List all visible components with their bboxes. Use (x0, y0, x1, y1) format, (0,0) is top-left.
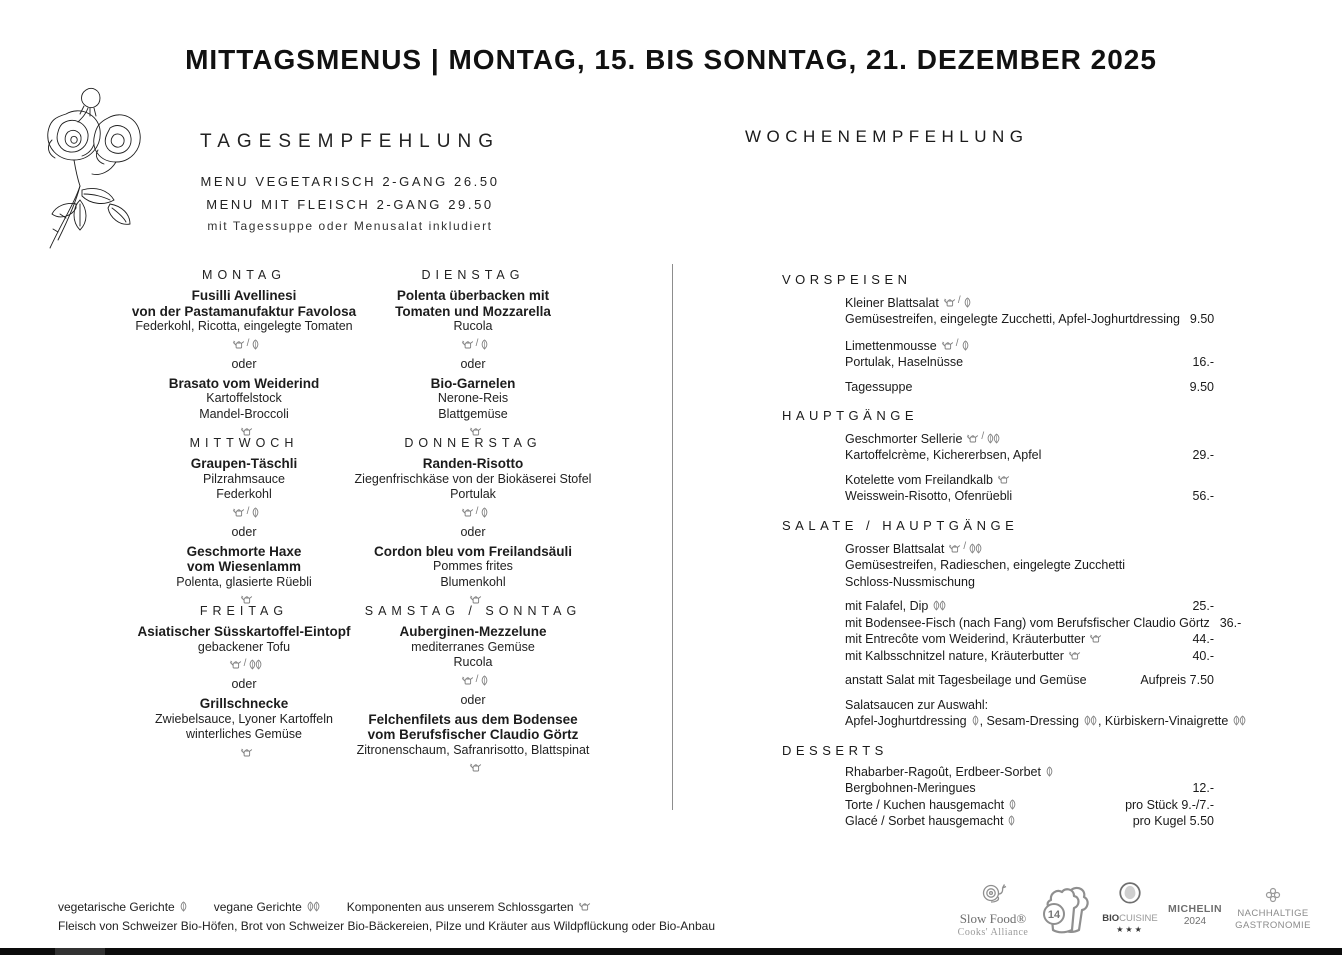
menu-line-text-segment: Kartoffelcrème, Kichererbsen, Apfel (845, 448, 1042, 463)
vegan-icon (986, 433, 1001, 444)
dish-title-line: Felchenfilets aus dem Bodensee (368, 711, 578, 727)
vegan-icon (306, 901, 321, 912)
oder-label: oder (460, 692, 486, 707)
menu-line-text-segment: mit Bodensee-Fisch (nach Fang) vom Berufsfischer Claudio Görtz (845, 615, 1210, 630)
menu-line (845, 797, 1214, 814)
dish-icons-row (457, 673, 490, 686)
dish-desc-line: Kartoffelstock (206, 391, 282, 405)
menu-line (845, 311, 1214, 328)
dish-desc-line: Rucola (453, 655, 493, 669)
icon-separator: / (475, 337, 479, 349)
dish-icons (461, 674, 490, 685)
gaultmillau-logo (1038, 883, 1096, 944)
menu-line-text (845, 672, 1087, 689)
section-items (845, 764, 1214, 830)
oder-label: oder (231, 524, 257, 539)
menu-line-text-segment: Torte / Kuchen hausgemacht (845, 797, 1005, 812)
day-card (129, 604, 359, 760)
menu-item (845, 764, 1214, 830)
schlossgarten-icon (461, 339, 474, 350)
vegetarisch-icon (963, 297, 972, 308)
menu-line-text-segment: Salatsaucen zur Auswahl: (845, 697, 989, 712)
menu-line-text (845, 574, 975, 591)
vegan-icon (248, 659, 263, 670)
icon-separator: / (475, 505, 479, 517)
menu-line (845, 293, 1214, 311)
oder-label: oder (460, 356, 486, 371)
chef-hats-icon (1040, 883, 1094, 944)
dish-desc-line: Blattgemüse (438, 406, 508, 421)
tagesempfehlung-block (160, 131, 540, 233)
day-card (129, 436, 359, 607)
day-heading: MONTAG (202, 268, 286, 282)
menu-line-text (845, 631, 1102, 648)
day-heading: DONNERSTAG (404, 436, 542, 450)
dish-icons (943, 293, 972, 310)
menu-line-price: 36.- (1219, 615, 1242, 630)
menu-line-price: 56.- (1192, 489, 1214, 504)
dish-icons (229, 658, 264, 669)
rose-illustration (22, 62, 164, 265)
day-card (354, 436, 592, 607)
menu-line-text-segment: Bergbohnen-Meringues (845, 781, 976, 795)
dish-desc-line: Federkohl, Ricotta, eingelegte Tomaten (135, 319, 353, 333)
tagesempfehlung-note: mit Tagessuppe oder Menusalat inkludiert (207, 219, 493, 233)
column-divider (672, 264, 673, 810)
vegetarisch-icon (179, 901, 188, 912)
day-card (358, 268, 588, 439)
biocuisine-name (1102, 913, 1157, 924)
dish-icons (469, 761, 482, 772)
dish-desc-line: Pommes frites (433, 559, 513, 573)
dish-icons (469, 593, 482, 604)
icon-separator: / (955, 337, 959, 349)
dish-icons-row (465, 760, 482, 773)
icon-separator: / (243, 658, 247, 669)
dish-title-line: Fusilli Avellinesi (191, 288, 297, 303)
dish-title-line: vom Wiesenlamm (187, 559, 301, 574)
dish-desc-line: gebackener Tofu (197, 639, 291, 654)
day-heading: SAMSTAG / SONNTAG (364, 604, 582, 618)
menu-line (845, 697, 1214, 714)
section-items (845, 293, 1214, 395)
menu-line-text (845, 429, 1001, 447)
menu-line (845, 648, 1214, 665)
dish-icons (1089, 632, 1102, 643)
menu-line-text (845, 336, 970, 354)
menu-line-text (845, 379, 912, 396)
menu-item (845, 672, 1214, 689)
menu-line-text-segment: Weisswein-Risotto, Ofenrüebli (845, 489, 1013, 504)
page-title: MITTAGSMENUS | MONTAG, 15. BIS SONNTAG, 21. DEZEMBER 2025 (185, 44, 1157, 75)
schlossgarten-icon (943, 297, 956, 308)
dish-icons (240, 425, 253, 436)
schlossgarten-icon (578, 901, 591, 912)
menu-line-text (845, 797, 1017, 814)
nachhaltig-line1: NACHHALTIGE (1237, 908, 1309, 919)
menu-line-text (845, 488, 1012, 505)
menu-line-price: 12.- (1192, 781, 1214, 795)
menu-line (845, 598, 1214, 615)
legend-item (58, 900, 188, 914)
schlossgarten-icon (966, 433, 979, 444)
menu-line-price: pro Stück 9.-/7.- (1125, 797, 1214, 812)
day-heading: MITTWOCH (189, 436, 299, 450)
dish-desc-line: Nerone-Reis (437, 391, 509, 405)
menu-line-price: 25.- (1192, 599, 1214, 613)
schlossgarten-icon (997, 474, 1010, 485)
menu-item (845, 472, 1214, 505)
menu-line-text (845, 713, 1247, 730)
biocuisine-logo (1098, 881, 1162, 934)
menu-line-text (845, 311, 1180, 328)
vegan-icon (1232, 715, 1247, 726)
michelin-name: MICHELIN (1168, 903, 1222, 915)
dish-icons (1008, 798, 1017, 809)
snail-icon (978, 881, 1008, 910)
menu-line (845, 615, 1242, 632)
menu-line-text-segment: , Sesam-Dressing (979, 714, 1079, 728)
vegetarisch-icon (251, 339, 260, 350)
menu-line (845, 447, 1214, 464)
dish-icons (469, 425, 482, 436)
menu-line-text-segment: Kleiner Blattsalat (845, 295, 939, 310)
dish-icons (232, 506, 261, 517)
day-card (358, 604, 588, 775)
menu-line-text-segment: anstatt Salat mit Tagesbeilage und Gemüse (845, 673, 1087, 687)
section-heading: SALATE / HAUPTGÄNGE (782, 517, 1019, 533)
dish-icons-row (228, 337, 261, 350)
menu-fleisch-line: MENU MIT FLEISCH 2-GANG 29.50 (206, 197, 494, 212)
bottom-bar (0, 948, 1342, 955)
legend-sourcing-note: Fleisch von Schweizer Bio-Höfen, Brot von Schweizer Bio-Bäckereien, Pilze und Kräuter aus Wildpflückung oder Bio-Anbau (58, 919, 715, 933)
menu-line-text-segment: , Kürbiskern-Vinaigrette (1097, 714, 1229, 728)
icon-separator: / (981, 431, 985, 442)
dish-icons (941, 336, 970, 353)
menu-line-price: 9.50 (1189, 379, 1214, 394)
michelin-year: 2024 (1183, 916, 1207, 927)
section-heading: HAUPTGÄNGE (782, 408, 919, 423)
dish-icons (1232, 714, 1247, 725)
menu-line-text (845, 764, 1054, 781)
menu-line-text-segment: Rhabarber-Ragoût, Erdbeer-Sorbet (845, 764, 1041, 779)
menu-line-text (845, 557, 1125, 574)
dish-icons-row (457, 505, 490, 518)
menu-line (845, 764, 1214, 781)
icon-separator: / (957, 295, 961, 306)
nachhaltige-gastronomie-logo (1230, 887, 1316, 932)
menu-item (845, 429, 1214, 464)
menu-section (782, 517, 1242, 730)
menu-line-text (845, 780, 976, 797)
menu-line-text-segment: Glacé / Sorbet hausgemacht (845, 814, 1004, 828)
biocuisine-stars: ★★★ (1116, 925, 1144, 934)
wochenempfehlung-heading: WOCHENEMPFEHLUNG (745, 127, 1029, 146)
dish-desc-line: Mandel-Broccoli (199, 406, 289, 421)
schlossgarten-icon (232, 339, 245, 350)
schlossgarten-icon (240, 747, 253, 758)
dish-desc-line: winterliches Gemüse (185, 727, 302, 741)
dish-title-line: Bio-Garnelen (430, 375, 516, 391)
schlossgarten-icon (461, 675, 474, 686)
dish-icons (948, 539, 983, 556)
oder-label: oder (231, 356, 257, 371)
menu-line (845, 429, 1214, 447)
schlossgarten-icon (941, 340, 954, 351)
dish-title-line: Tomaten und Mozzarella (395, 303, 551, 319)
menu-line-text-segment: Geschmorter Sellerie (845, 431, 963, 446)
dish-icons-row (236, 745, 253, 758)
dish-title-line: vom Berufsfischer Claudio Görtz (367, 727, 579, 742)
wochenempfehlung-sections (782, 272, 1242, 843)
legend-row (58, 900, 591, 914)
menu-line-text (845, 615, 1210, 632)
dish-desc-line: mediterranes Gemüse (411, 639, 535, 654)
section-heading: VORSPEISEN (782, 272, 912, 287)
menu-line-text-segment: Limettenmousse (845, 338, 937, 353)
dish-icons (1007, 814, 1016, 825)
menu-line-price: 29.- (1192, 448, 1214, 463)
legend-item-label: vegetarische Gerichte (58, 900, 175, 914)
menu-section (782, 408, 1214, 505)
menu-line (845, 539, 1214, 557)
vegetarisch-icon (480, 675, 489, 686)
menu-line-text-segment: mit Falafel, Dip (845, 599, 929, 613)
icon-separator: / (963, 540, 967, 552)
menu-line-price: Aufpreis 7.50 (1140, 673, 1214, 687)
section-heading: DESSERTS (782, 742, 888, 758)
menu-line-text-segment: Gemüsestreifen, eingelegte Zucchetti, Apfel-Joghurtdressing (845, 312, 1180, 327)
dish-title-line: Cordon bleu vom Freilandsäuli (373, 543, 573, 559)
menu-line (845, 780, 1214, 797)
schlossgarten-icon (1089, 633, 1102, 644)
dish-icons (306, 900, 321, 911)
vegan-icon (968, 543, 983, 554)
legend-item-label: vegane Gerichte (213, 900, 302, 914)
dish-icons-row (225, 657, 264, 670)
dish-desc-line: Rucola (453, 319, 493, 333)
section-items (845, 429, 1214, 505)
menu-line (845, 472, 1214, 489)
menu-line (845, 672, 1214, 689)
schlossgarten-icon (461, 507, 474, 518)
menu-item (845, 539, 1214, 590)
dish-icons (461, 338, 490, 349)
day-card (129, 268, 359, 439)
menu-line-text (845, 697, 988, 714)
menu-line-text-segment: Tagessuppe (845, 379, 913, 394)
menu-item (845, 336, 1214, 371)
legend-item (214, 900, 321, 914)
menu-line-text (845, 447, 1041, 464)
menu-item (845, 697, 1229, 730)
dish-icons (966, 429, 1001, 446)
dish-title-line: von der Pastamanufaktur Favolosa (131, 303, 357, 319)
vegetarisch-icon (251, 507, 260, 518)
gaultmillau-points: 14 (1047, 909, 1061, 921)
dish-icons (578, 900, 591, 911)
menu-item (845, 293, 1214, 328)
menu-line-text-segment: mit Entrecôte vom Weiderind, Kräuterbutter (845, 632, 1086, 646)
menu-section (782, 743, 1214, 830)
menu-line-text-segment: Kotelette vom Freilandkalb (845, 472, 993, 487)
dish-icons (179, 900, 188, 911)
michelin-logo (1166, 903, 1224, 927)
dish-icons-row (228, 505, 261, 518)
menu-line (845, 713, 1229, 730)
icon-separator: / (475, 673, 479, 685)
clover-icon (1265, 887, 1281, 908)
dish-icons-row (457, 337, 490, 350)
schlossgarten-icon (469, 762, 482, 773)
dish-desc-line: Blumenkohl (440, 574, 506, 589)
section-items (845, 539, 1242, 730)
vegetarisch-icon (1007, 815, 1016, 826)
dish-icons (240, 746, 253, 757)
dish-title-line: Randen-Risotto (422, 456, 524, 471)
menu-item (845, 379, 1214, 396)
menu-section (782, 272, 1214, 395)
award-logos (948, 881, 1316, 944)
dish-desc-line: Zwiebelsauce, Lyoner Kartoffeln (155, 711, 333, 726)
schlossgarten-icon (232, 507, 245, 518)
dish-desc-line: Ziegenfrischkäse von der Biokäserei Stofel (354, 471, 592, 486)
dish-icons (971, 714, 980, 725)
menu-line-text (845, 813, 1016, 830)
dish-desc-line: Zitronenschaum, Safranrisotto, Blattspinat (356, 742, 590, 757)
dish-title-line: Grillschnecke (199, 696, 289, 711)
dish-desc-line: Pilzrahmsauce (203, 471, 285, 486)
slowfood-subtitle: Cooks' Alliance (957, 927, 1029, 938)
biocuisine-egg-icon (1117, 881, 1143, 912)
dish-icons (997, 473, 1010, 484)
dish-icons (1045, 765, 1054, 776)
dish-title-line: Geschmorte Haxe (186, 543, 302, 559)
menu-line (845, 336, 1214, 354)
dish-icons (232, 338, 261, 349)
nachhaltig-line2: GASTRONOMIE (1235, 920, 1311, 931)
oder-label: oder (460, 524, 486, 539)
vegan-icon (932, 600, 947, 611)
slowfood-logo (948, 881, 1038, 938)
schlossgarten-icon (948, 543, 961, 554)
day-heading: DIENSTAG (421, 268, 525, 282)
dish-desc-line: Federkohl (216, 487, 272, 501)
menu-line (845, 574, 1214, 591)
menu-line (845, 488, 1214, 505)
menu-line-text (845, 648, 1081, 665)
menu-line-text (845, 293, 972, 311)
menu-line-text-segment: Gemüsestreifen, Radieschen, eingelegte Zucchetti (845, 558, 1126, 572)
icon-separator: / (246, 337, 250, 349)
icon-separator: / (246, 505, 250, 517)
vegetarisch-icon (1008, 799, 1017, 810)
legend-item (347, 900, 591, 914)
vegetarisch-icon (480, 507, 489, 518)
dish-title-line: Auberginen-Mezzelune (399, 624, 547, 639)
dish-title-line: Asiatischer Süsskartoffel-Eintopf (137, 624, 351, 639)
menu-line (845, 813, 1214, 830)
biocuisine-cuisine: CUISINE (1119, 913, 1158, 924)
menu-line-text-segment: Grosser Blattsalat (845, 541, 945, 556)
menu-line-price: pro Kugel 5.50 (1132, 814, 1214, 828)
oder-label: oder (231, 677, 257, 691)
schlossgarten-icon (1068, 650, 1081, 661)
menu-line (845, 354, 1214, 371)
vegetarisch-icon (971, 715, 980, 726)
menu-line (845, 557, 1214, 574)
menu-line-price: 16.- (1192, 355, 1214, 369)
menu-line-text-segment: Portulak, Haselnüsse (845, 355, 964, 369)
dish-icons (1068, 649, 1081, 660)
menu-line-text (845, 472, 1010, 489)
dish-title-line: Brasato vom Weiderind (168, 375, 320, 391)
vegetarisch-icon (961, 340, 970, 351)
dish-title-line: Polenta überbacken mit (396, 288, 550, 303)
menu-line-text (845, 598, 947, 615)
menu-line-text-segment: Schloss-Nussmischung (845, 574, 975, 589)
legend-item-label: Komponenten aus unserem Schlossgarten (346, 900, 574, 914)
dish-icons (461, 506, 490, 517)
menu-item (845, 598, 1242, 664)
slowfood-name: Slow Food® (959, 911, 1027, 926)
menu-line-text-segment: Apfel-Joghurtdressing (845, 714, 967, 728)
dish-icons (932, 599, 947, 610)
vegetarisch-icon (1045, 766, 1054, 777)
bottom-bar-segment (55, 948, 105, 955)
menu-vegetarisch-line: MENU VEGETARISCH 2-GANG 26.50 (200, 174, 500, 189)
menu-line-text (845, 539, 983, 557)
menu-line-price: 9.50 (1189, 312, 1215, 327)
vegetarisch-icon (480, 339, 489, 350)
menu-line (845, 631, 1214, 648)
tagesempfehlung-heading: TAGESEMPFEHLUNG (200, 131, 500, 152)
menu-line-price: 44.- (1192, 632, 1214, 646)
menu-line (845, 379, 1214, 396)
dish-title-line: Graupen-Täschli (190, 456, 298, 471)
schlossgarten-icon (229, 659, 242, 670)
dish-desc-line: Polenta, glasierte Rüebli (176, 574, 312, 589)
menu-line-text-segment: mit Kalbsschnitzel nature, Kräuterbutter (845, 648, 1064, 663)
dish-desc-line: Portulak (450, 487, 496, 501)
day-heading: FREITAG (199, 604, 289, 618)
vegan-icon (1083, 715, 1098, 726)
menu-line-price: 40.- (1192, 648, 1214, 663)
dish-icons (1083, 714, 1098, 725)
menu-line-text (845, 354, 963, 371)
dish-icons (240, 593, 253, 604)
biocuisine-bio: BIO (1102, 913, 1120, 924)
